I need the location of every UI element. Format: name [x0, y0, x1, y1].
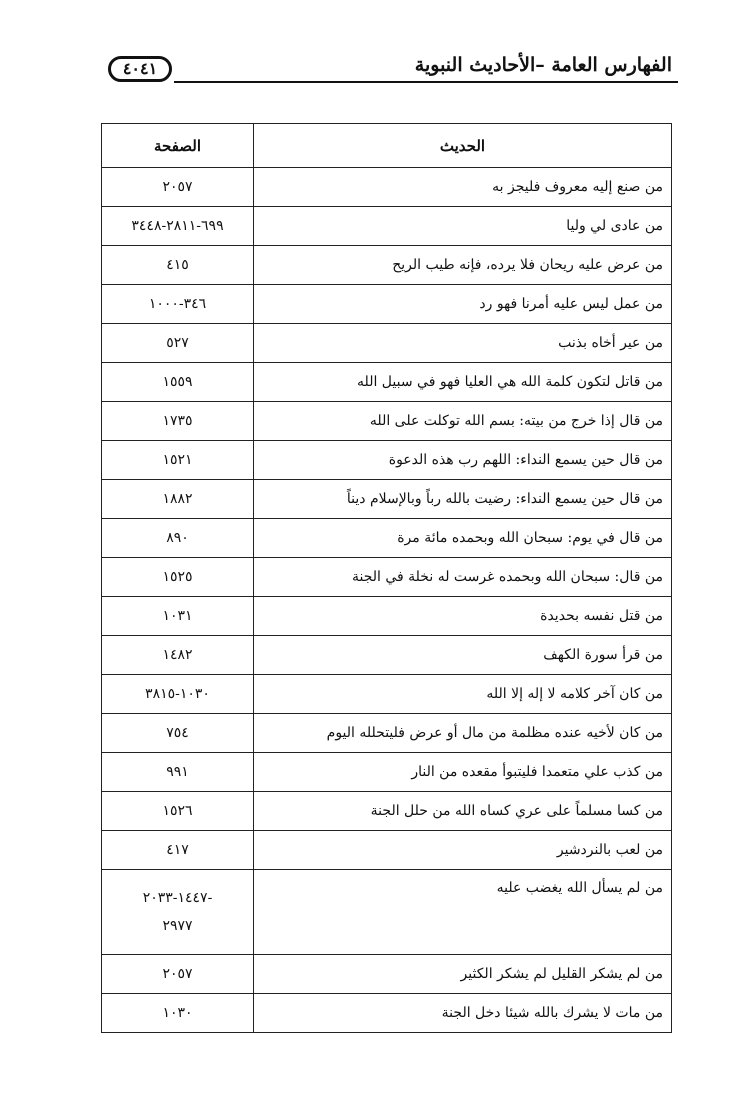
page-ref: ١٧٣٥ — [102, 402, 254, 441]
page-ref: ٣٤٦-١٠٠٠ — [102, 285, 254, 324]
page-ref: ١٥٢٥ — [102, 558, 254, 597]
table-row — [102, 792, 672, 831]
hadith-text: من قال حين يسمع النداء: اللهم رب هذه الدعوة — [254, 441, 672, 480]
table-row — [102, 714, 672, 753]
table-row — [102, 675, 672, 714]
hadith-text: من قاتل لتكون كلمة الله هي العليا فهو في سبيل الله — [254, 363, 672, 402]
page-number-badge: ٤٠٤١ — [108, 56, 172, 82]
table-row — [102, 168, 672, 207]
hadith-text: من كان آخر كلامه لا إله إلا الله — [254, 675, 672, 714]
hadith-text: من عمل ليس عليه أمرنا فهو رد — [254, 285, 672, 324]
page-ref: ٢٠٥٧ — [102, 168, 254, 207]
table-row — [102, 480, 672, 519]
page-ref: ١٠٣٠ — [102, 994, 254, 1033]
hadith-text: من لم يسأل الله يغضب عليه — [254, 870, 672, 955]
running-title: الفهارس العامة –الأحاديث النبوية — [414, 54, 672, 76]
hadith-text: من عرض عليه ريحان فلا يرده، فإنه طيب الريح — [254, 246, 672, 285]
table-row — [102, 324, 672, 363]
page-ref: ١٤٨٢ — [102, 636, 254, 675]
table-row — [102, 558, 672, 597]
page-ref — [102, 870, 254, 955]
hadith-text: من قال إذا خرج من بيته: بسم الله توكلت على الله — [254, 402, 672, 441]
page-ref: ٧٥٤ — [102, 714, 254, 753]
header-divider — [174, 81, 678, 83]
table-row — [102, 402, 672, 441]
hadith-text: من قال: سبحان الله وبحمده غرست له نخلة في الجنة — [254, 558, 672, 597]
page-ref: ٢٠٥٧ — [102, 955, 254, 994]
hadith-text: من كان لأخيه عنده مظلمة من مال أو عرض فليتحلله اليوم — [254, 714, 672, 753]
hadith-text: من عير أخاه بذنب — [254, 324, 672, 363]
page-ref-line: ٢٩٧٧ — [162, 918, 193, 934]
page-ref: ١٥٢١ — [102, 441, 254, 480]
hadith-text: من كذب علي متعمدا فليتبوأ مقعده من النار — [254, 753, 672, 792]
table-row — [102, 519, 672, 558]
table-header-row — [102, 124, 672, 168]
page-ref: ١٥٥٩ — [102, 363, 254, 402]
page-ref: ٥٢٧ — [102, 324, 254, 363]
page-ref: ٤١٥ — [102, 246, 254, 285]
page-ref: ١٨٨٢ — [102, 480, 254, 519]
page-ref: ١٥٢٦ — [102, 792, 254, 831]
table-row — [102, 285, 672, 324]
page-ref: ٦٩٩-٢٨١١-٣٤٤٨ — [102, 207, 254, 246]
column-header-hadith: الحديث — [254, 124, 672, 168]
table-row — [102, 441, 672, 480]
table-row — [102, 363, 672, 402]
table-row — [102, 597, 672, 636]
page-ref-line: ١٤٤٧-٢٠٣٣- — [142, 890, 213, 906]
hadith-text: من قرأ سورة الكهف — [254, 636, 672, 675]
table-row — [102, 955, 672, 994]
hadith-text: من قال في يوم: سبحان الله وبحمده مائة مرة — [254, 519, 672, 558]
page-ref: ١٠٣١ — [102, 597, 254, 636]
hadith-text: من صنع إليه معروف فليجز به — [254, 168, 672, 207]
hadith-text: من عادى لي وليا — [254, 207, 672, 246]
table-row — [102, 994, 672, 1033]
table-row — [102, 753, 672, 792]
hadith-text: من كسا مسلماً على عري كساه الله من حلل الجنة — [254, 792, 672, 831]
page-ref: ٨٩٠ — [102, 519, 254, 558]
table-row — [102, 246, 672, 285]
page-ref: ٤١٧ — [102, 831, 254, 870]
table-row — [102, 831, 672, 870]
hadith-text: من مات لا يشرك بالله شيئا دخل الجنة — [254, 994, 672, 1033]
table-row — [102, 207, 672, 246]
table-row — [102, 636, 672, 675]
table-row — [102, 870, 672, 955]
hadith-text: من قتل نفسه بحديدة — [254, 597, 672, 636]
page-ref: ١٠٣٠-٣٨١٥ — [102, 675, 254, 714]
hadith-text: من لعب بالنردشير — [254, 831, 672, 870]
page-ref: ٩٩١ — [102, 753, 254, 792]
hadith-index-table — [101, 123, 672, 1033]
column-header-page: الصفحة — [102, 124, 254, 168]
hadith-text: من قال حين يسمع النداء: رضيت بالله رباً وبالإسلام ديناً — [254, 480, 672, 519]
hadith-text: من لم يشكر القليل لم يشكر الكثير — [254, 955, 672, 994]
page-header — [104, 50, 678, 86]
